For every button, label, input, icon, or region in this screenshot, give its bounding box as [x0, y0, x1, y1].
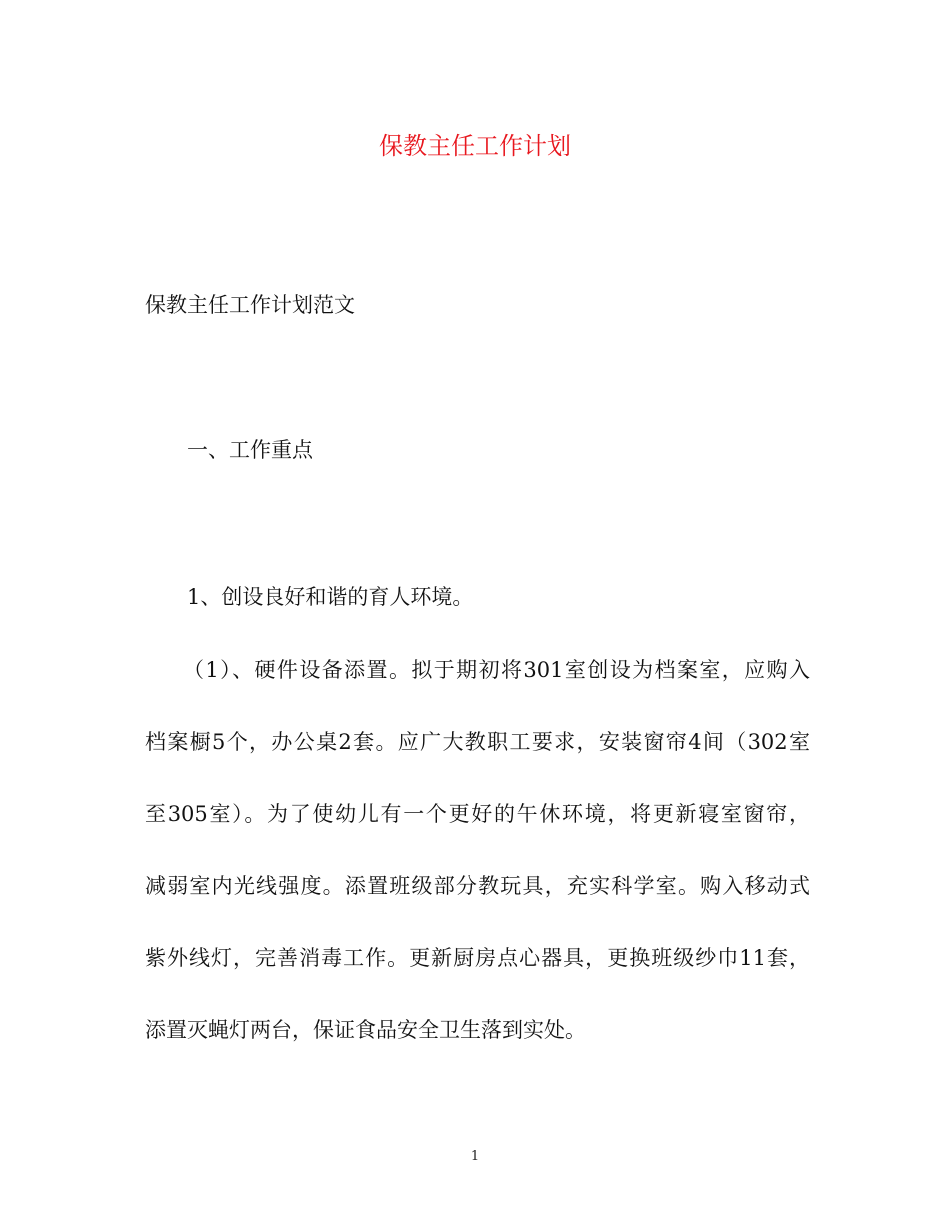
body-paragraph	[145, 655, 810, 1087]
document-subtitle: 保教主任工作计划范文	[145, 293, 355, 317]
subsection-heading: 1、创设良好和谐的育人环境。	[187, 585, 474, 609]
paragraph-line: （1）、硬件设备添置。拟于期初将301室创设为档案室，应购入	[183, 658, 810, 682]
paragraph-line: 档案橱5个，办公桌2套。应广大教职工要求，安装窗帘4间（302室	[145, 730, 810, 754]
paragraph-line: 紫外线灯，完善消毒工作。更新厨房点心器具，更换班级纱巾11套，	[145, 946, 810, 970]
paragraph-line: 至305室）。为了使幼儿有一个更好的午休环境，将更新寝室窗帘，	[145, 802, 810, 826]
section-heading: 一、工作重点	[187, 438, 313, 462]
page-number: 1	[470, 1149, 480, 1164]
paragraph-line: 添置灭蝇灯两台，保证食品安全卫生落到实处。	[145, 1018, 586, 1042]
paragraph-line: 减弱室内光线强度。添置班级部分教玩具，充实科学室。购入移动式	[145, 874, 810, 898]
document-title: 保教主任工作计划	[379, 132, 571, 160]
